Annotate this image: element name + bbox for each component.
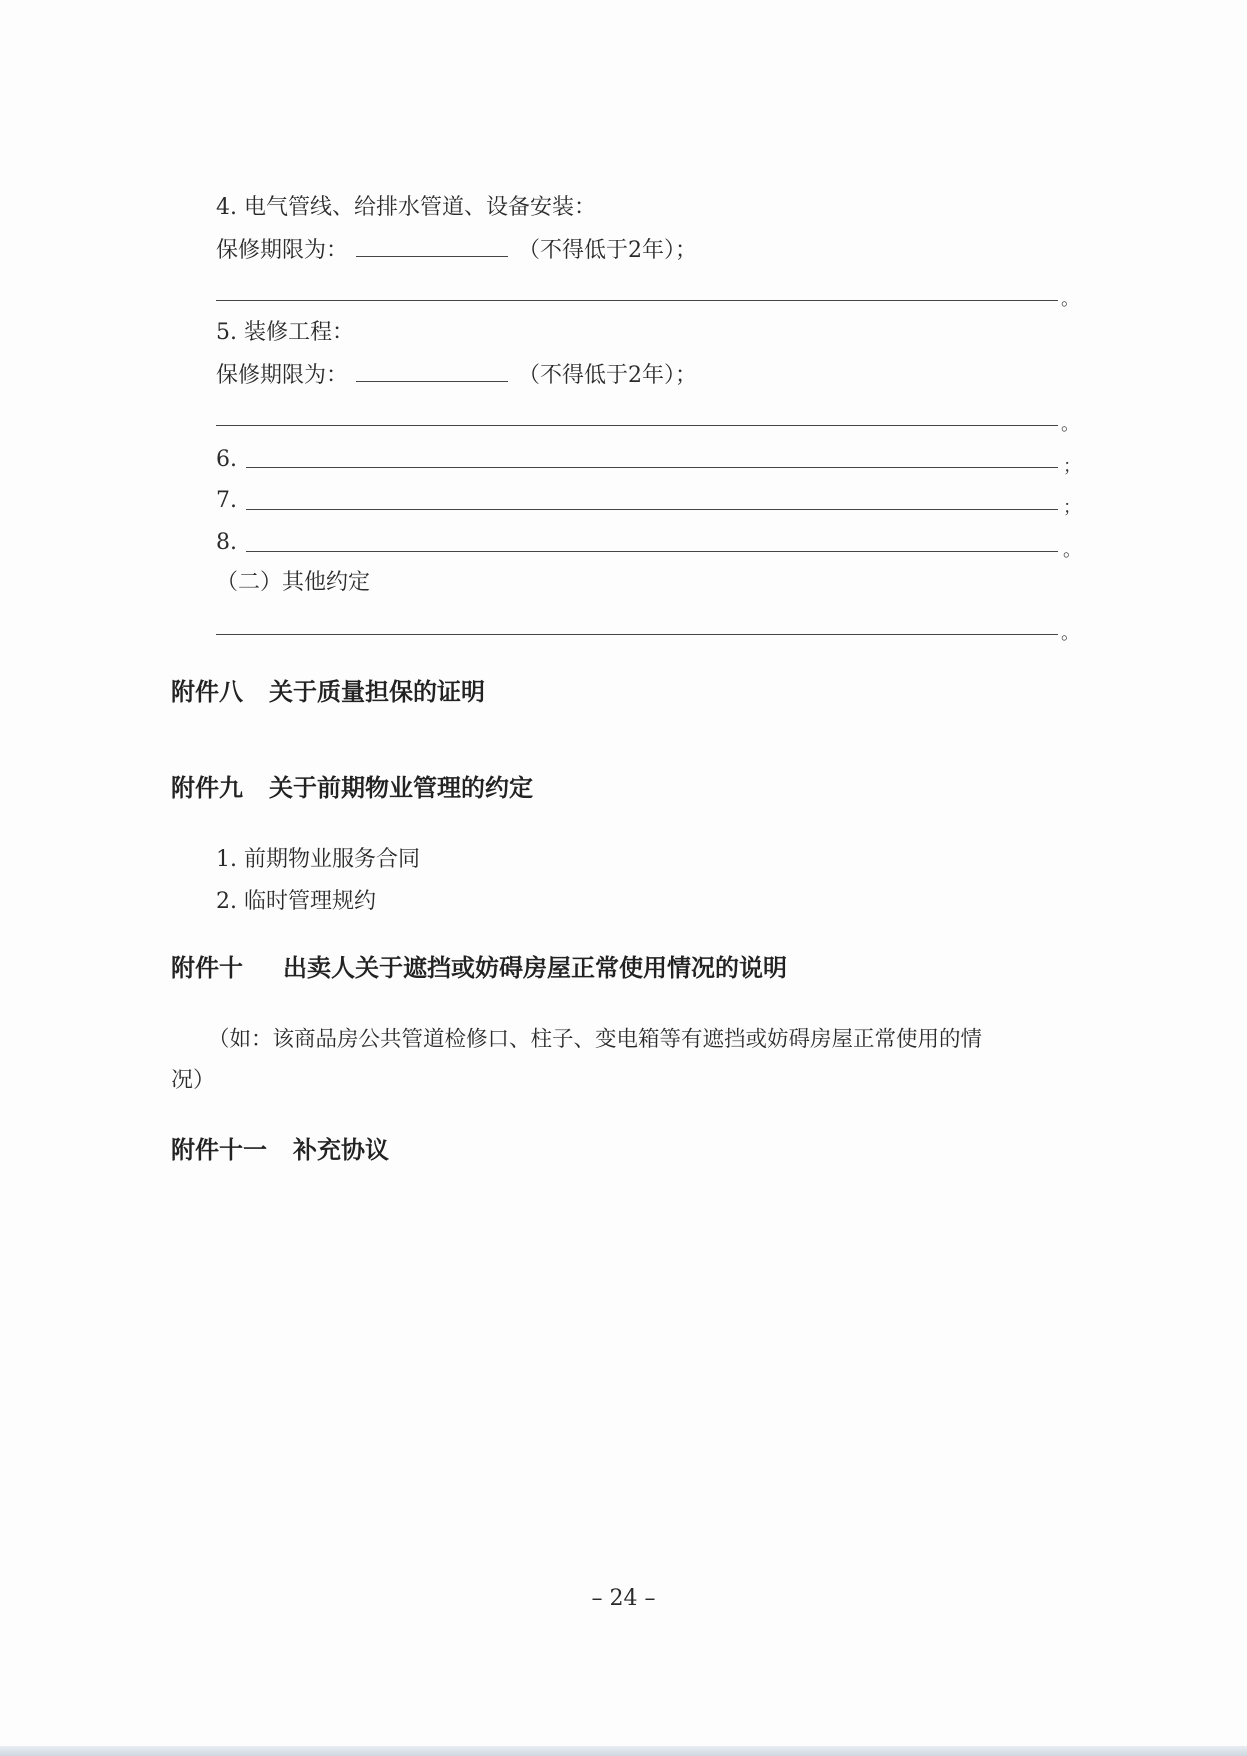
section4-period-note: （不得低于2年）； xyxy=(518,238,698,263)
attachment-11-heading xyxy=(171,1134,389,1166)
page-number: – 24 – xyxy=(591,1586,656,1611)
section5-period-note: （不得低于2年）； xyxy=(518,363,698,388)
attachment-10-label: 附件十 xyxy=(171,954,243,982)
attachment-8-label: 附件八 xyxy=(171,678,243,706)
section5-period-row xyxy=(216,361,697,391)
attachment-9-item-1: 1. 前期物业服务合同 xyxy=(216,847,420,872)
item-6-fill-line[interactable] xyxy=(246,467,1058,468)
other-agreements-fill-line[interactable] xyxy=(216,634,1058,635)
attachment-10-title: 出卖人关于遮挡或妨碍房屋正常使用情况的说明 xyxy=(283,954,787,982)
item-8-label: 8. xyxy=(216,530,237,555)
attachment-9-label: 附件九 xyxy=(171,774,243,802)
section4-period-blank[interactable] xyxy=(356,236,508,257)
other-agreements-end-mark: 。 xyxy=(1061,623,1079,644)
section4-period-label: 保修期限为： xyxy=(216,238,349,263)
section4-fill-line[interactable] xyxy=(216,300,1058,301)
attachment-9-item-2: 2. 临时管理规约 xyxy=(216,889,376,914)
section5-title: 5. 装修工程： xyxy=(216,320,354,345)
attachment-8-heading xyxy=(171,676,485,708)
attachment-9-title: 关于前期物业管理的约定 xyxy=(269,774,533,802)
attachment-10-note-line2: 况） xyxy=(171,1068,216,1093)
scan-bottom-edge xyxy=(0,1746,1247,1756)
item-7-fill-line[interactable] xyxy=(246,509,1058,510)
section5-period-label: 保修期限为： xyxy=(216,363,349,388)
item-8-end-mark: 。 xyxy=(1063,540,1081,561)
item-6-end-mark: ； xyxy=(1063,456,1081,477)
attachment-11-title: 补充协议 xyxy=(293,1136,389,1164)
attachment-10-heading xyxy=(171,952,787,984)
section5-end-mark: 。 xyxy=(1061,414,1079,435)
item-7-end-mark: ； xyxy=(1063,497,1081,518)
section5-fill-line[interactable] xyxy=(216,425,1058,426)
attachment-8-title: 关于质量担保的证明 xyxy=(269,678,485,706)
section4-end-mark: 。 xyxy=(1061,289,1079,310)
section4-title: 4. 电气管线、给排水管道、设备安装： xyxy=(216,195,596,220)
item-7-label: 7. xyxy=(216,488,237,513)
other-agreements-title: （二）其他约定 xyxy=(216,570,371,595)
item-8-fill-line[interactable] xyxy=(246,551,1058,552)
item-6-label: 6. xyxy=(216,447,237,472)
attachment-10-note-line1: （如：该商品房公共管道检修口、柱子、变电箱等有遮挡或妨碍房屋正常使用的情 xyxy=(208,1027,983,1052)
attachment-11-label: 附件十一 xyxy=(171,1136,267,1164)
section5-period-blank[interactable] xyxy=(356,361,508,382)
attachment-9-heading xyxy=(171,772,533,804)
section4-period-row xyxy=(216,236,697,266)
